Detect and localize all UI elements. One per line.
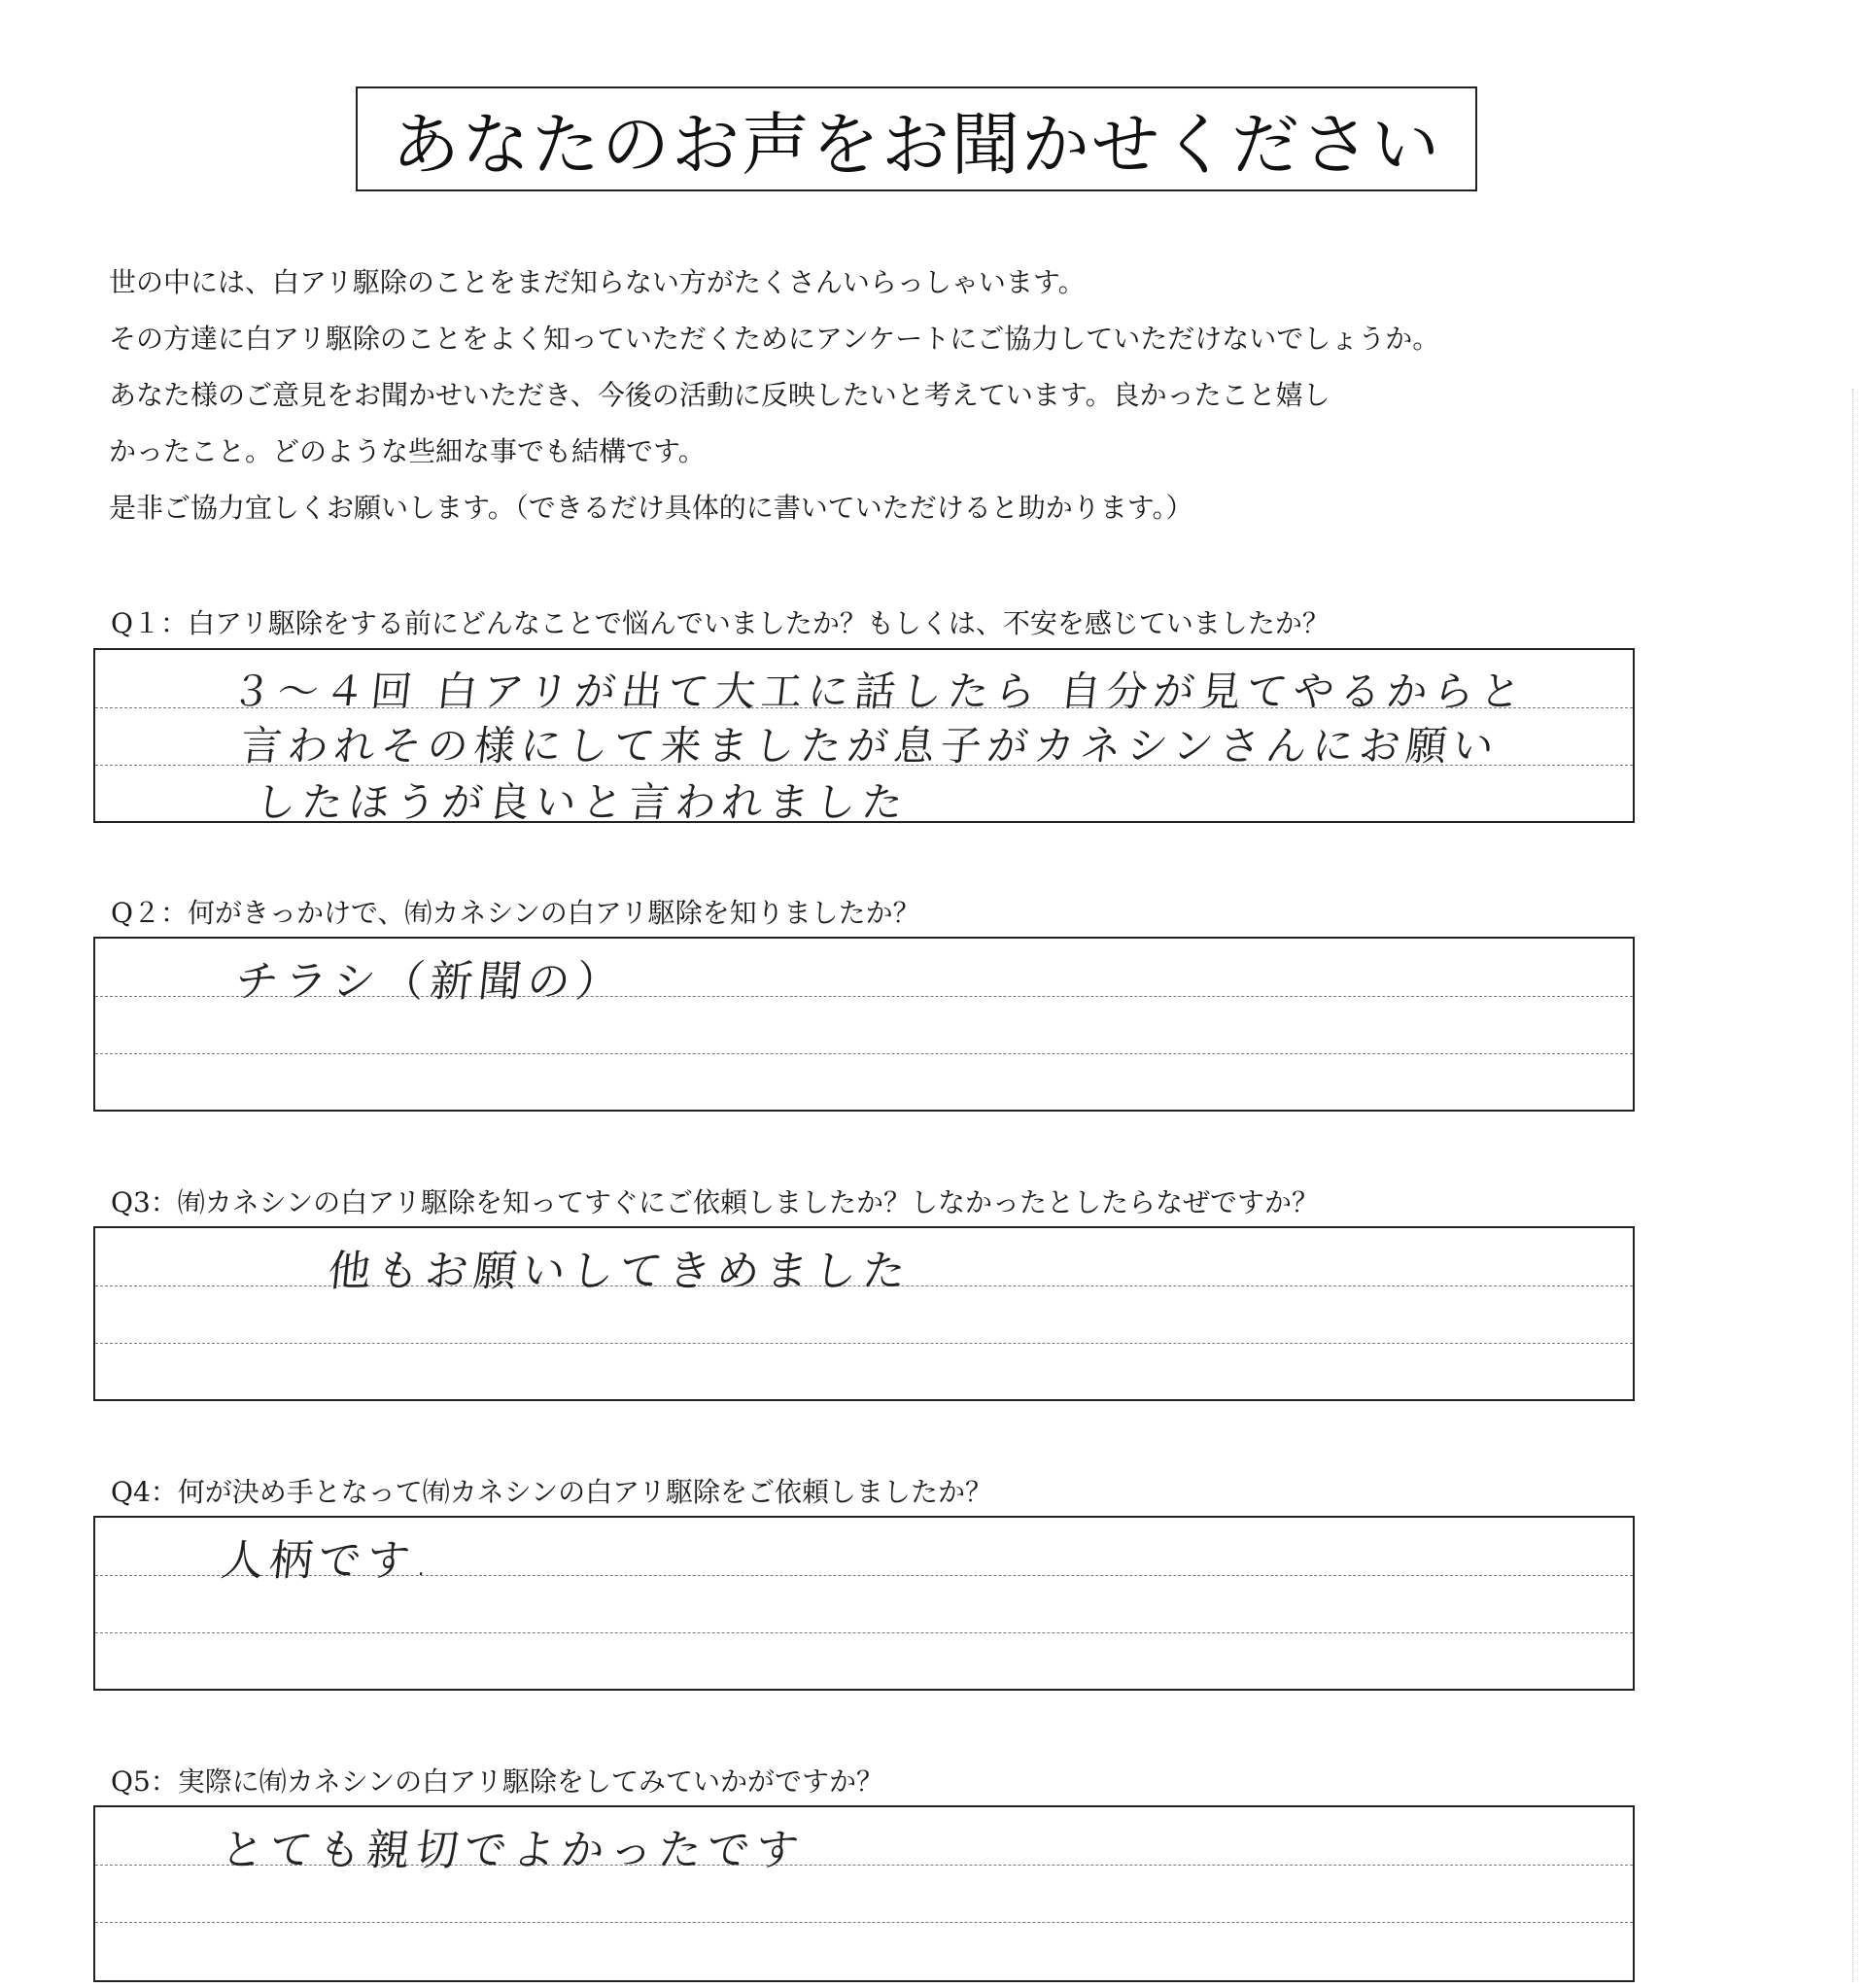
intro-paragraph [109, 255, 1664, 536]
intro-line: 世の中には、白アリ駆除のことをまだ知らない方がたくさんいらっしゃいます。 [109, 266, 1086, 298]
answer-rule [95, 1922, 1633, 1923]
intro-line: あなた様のご意見をお聞かせいただき、今後の活動に反映したいと考えています。良かったこと嬉し [109, 379, 1330, 411]
handwritten-answer-line: ３～４回 白アリが出て大工に話したら 自分が見てやるからと [228, 668, 1530, 715]
handwritten-answer-line: 人柄です. [218, 1536, 438, 1586]
page-title: あなたのお声をお聞かせください [392, 104, 1441, 185]
answer-box-5 [93, 1805, 1635, 1982]
answer-rule [95, 1632, 1633, 1633]
answer-box-3 [93, 1226, 1635, 1401]
answer-rule [95, 1343, 1633, 1344]
question-2-label: Q２：何がきっかけで、㈲カネシンの白アリ駆除を知りましたか？ [111, 897, 920, 929]
margin-dotted-rule [1852, 389, 1853, 1982]
intro-line: かったこと。どのような些細な事でも結構です。 [109, 435, 706, 467]
question-3-label: Q3：㈲カネシンの白アリ駆除を知ってすぐにご依頼しましたか？しなかったとしたらなぜですか？ [111, 1186, 1319, 1218]
handwritten-answer-line: 他もお願いしてきめました [325, 1247, 915, 1296]
handwritten-answer-line: チラシ（新聞の） [232, 957, 628, 1007]
answer-rule [95, 1053, 1633, 1054]
answer-box-2 [93, 937, 1635, 1112]
title-box [356, 86, 1477, 191]
handwritten-answer-line: したほうが良いと言われました [253, 778, 912, 826]
question-5-label: Q5：実際に㈲カネシンの白アリ駆除をしてみていかがですか？ [111, 1765, 883, 1798]
question-1-label: Q１：白アリ駆除をする前にどんなことで悩んでいましたか？もしくは、不安を感じていましたか？ [111, 607, 1330, 639]
answer-box-1 [93, 648, 1635, 826]
question-4-label: Q4：何が決め手となって㈲カネシンの白アリ駆除をご依頼しましたか？ [111, 1476, 992, 1508]
intro-line: その方達に白アリ駆除のことをよく知っていただくためにアンケートにご協力していただけないでしょうか。 [109, 323, 1440, 355]
handwritten-answer-line: とても親切でよかったです [218, 1826, 808, 1875]
answer-box-4 [93, 1516, 1635, 1691]
handwritten-answer-line: 言われその様にして来ましたが息子がカネシンさんにお願い [238, 722, 1503, 770]
intro-line: 是非ご協力宜しくお願いします。（できるだけ具体的に書いていただけると助かります。） [109, 492, 1193, 524]
